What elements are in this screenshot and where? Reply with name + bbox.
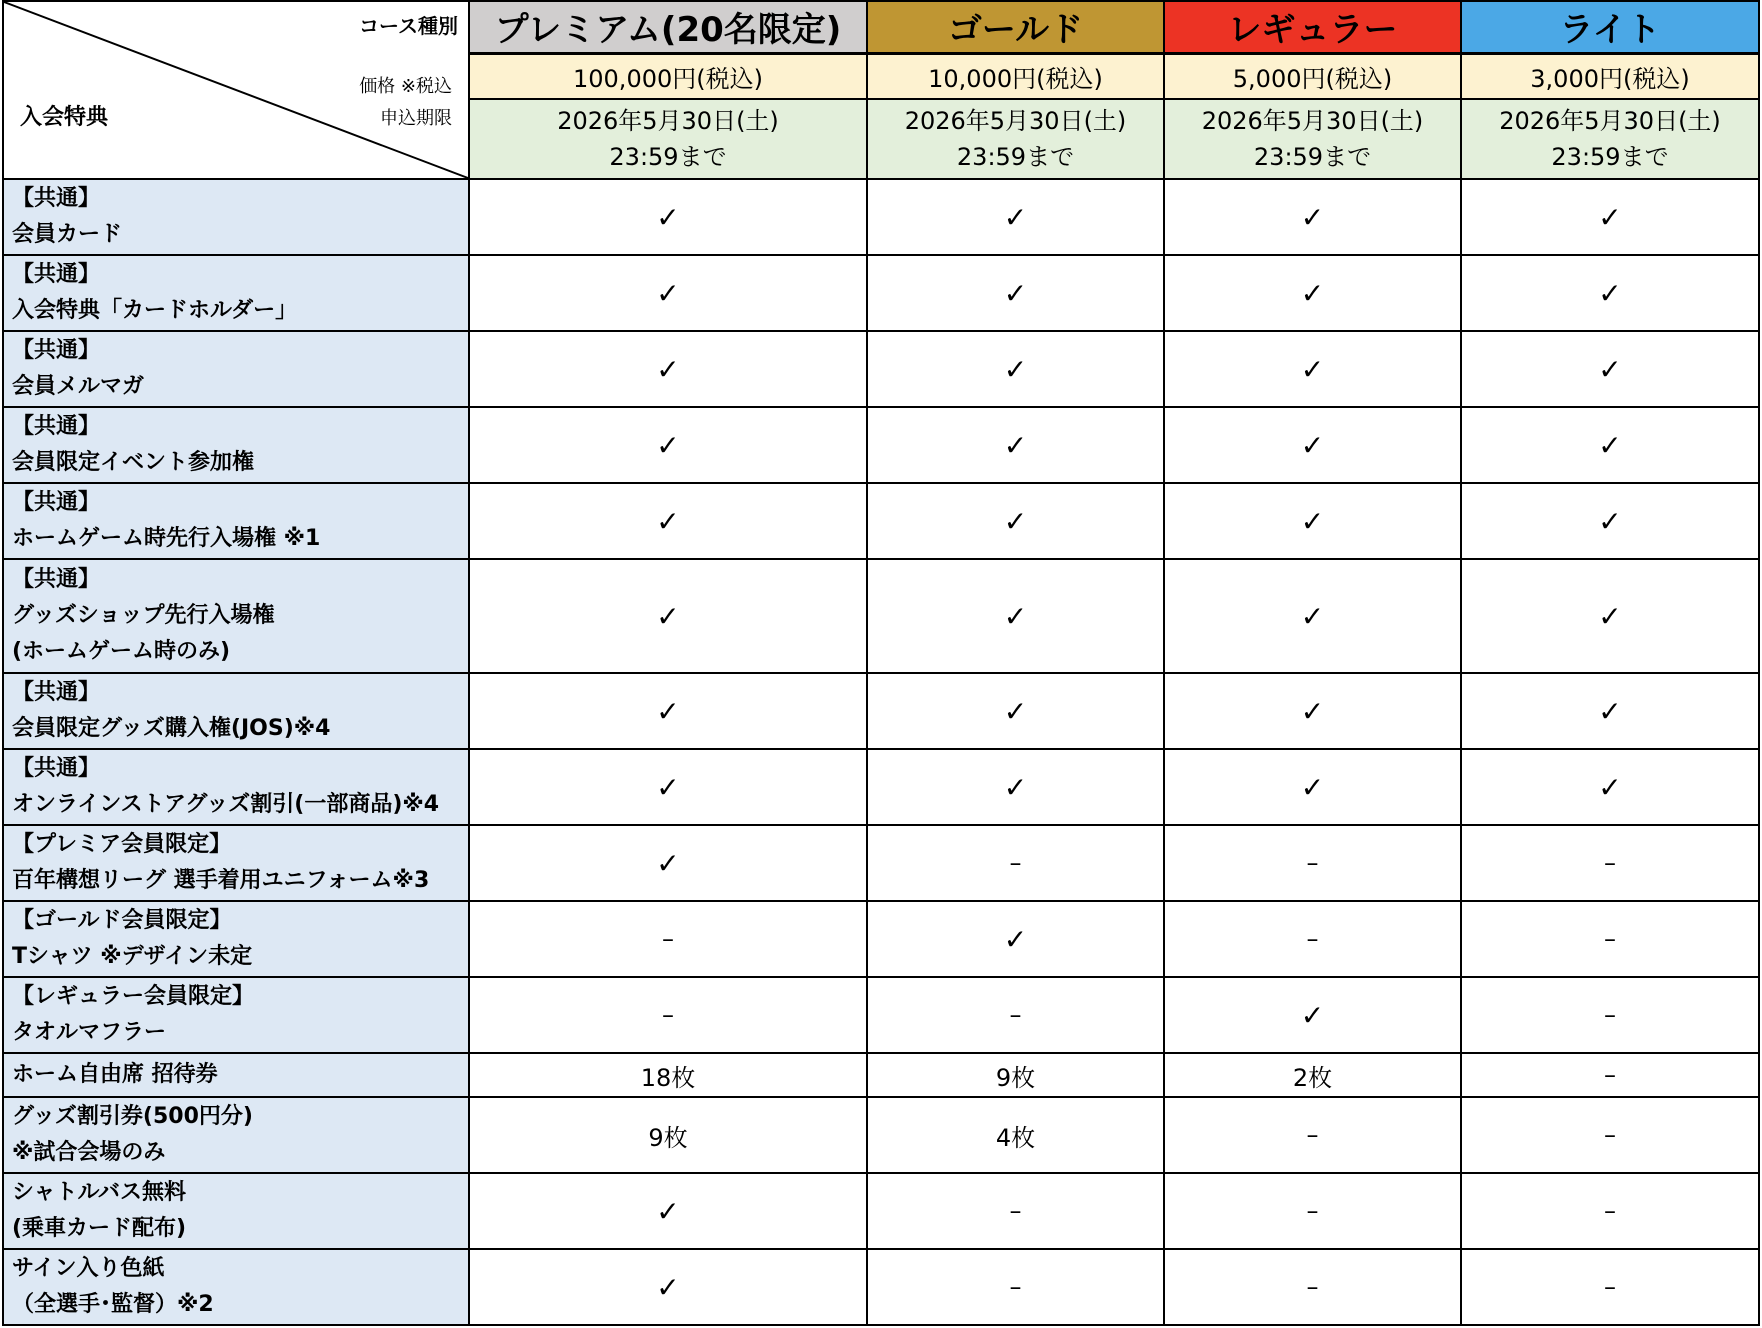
benefit-value: 9枚 [867, 1053, 1164, 1097]
benefit-name [3, 977, 469, 1053]
benefit-name [3, 825, 469, 901]
benefit-row [3, 483, 1759, 559]
benefit-row [3, 179, 1759, 255]
benefit-line: ホーム自由席 招待券 [12, 1062, 218, 1087]
dash-mark: – [1164, 901, 1461, 977]
deadline-time: 23:59まで [609, 143, 727, 171]
benefit-name [3, 1173, 469, 1249]
check-icon: ✓ [469, 749, 867, 825]
check-icon: ✓ [1164, 331, 1461, 407]
check-icon: ✓ [469, 559, 867, 673]
benefit-row [3, 407, 1759, 483]
check-icon: ✓ [867, 749, 1164, 825]
price-gold: 10,000円(税込) [867, 53, 1164, 99]
check-icon: ✓ [1164, 559, 1461, 673]
benefit-name [3, 179, 469, 255]
benefit-line: 【共通】 [12, 186, 101, 211]
check-icon: ✓ [1164, 673, 1461, 749]
check-icon: ✓ [1164, 749, 1461, 825]
benefit-row [3, 825, 1759, 901]
benefit-line: 会員限定イベント参加権 [12, 450, 255, 475]
check-icon: ✓ [469, 407, 867, 483]
dash-mark: – [1164, 1173, 1461, 1249]
check-icon: ✓ [1461, 559, 1759, 673]
benefit-line: 会員カード [12, 222, 123, 247]
benefit-row [3, 1053, 1759, 1097]
check-icon: ✓ [1164, 179, 1461, 255]
dash-mark: – [1461, 1097, 1759, 1173]
dash-mark: – [867, 1249, 1164, 1325]
course-gold: ゴールド [867, 1, 1164, 53]
benefit-line: （全選手･監督）※2 [12, 1292, 214, 1317]
check-icon: ✓ [469, 1249, 867, 1325]
dash-mark: – [469, 977, 867, 1053]
check-icon: ✓ [469, 673, 867, 749]
deadline-date: 2026年5月30日(土) [1499, 107, 1721, 135]
price-premium: 100,000円(税込) [469, 53, 867, 99]
dash-mark: – [1164, 1097, 1461, 1173]
benefit-line: 【プレミア会員限定】 [12, 832, 232, 857]
deadline-time: 23:59まで [1253, 143, 1372, 171]
check-icon: ✓ [867, 255, 1164, 331]
course-type-label: コース種別 [359, 14, 458, 38]
benefit-row [3, 901, 1759, 977]
dash-mark: – [1461, 1053, 1759, 1097]
benefit-row [3, 977, 1759, 1053]
benefit-row [3, 331, 1759, 407]
check-icon: ✓ [469, 1173, 867, 1249]
check-icon: ✓ [1461, 407, 1759, 483]
check-icon: ✓ [867, 673, 1164, 749]
benefit-name [3, 1097, 469, 1173]
dash-mark: – [1461, 1173, 1759, 1249]
benefit-row [3, 673, 1759, 749]
benefit-line: サイン入り色紙 [12, 1256, 165, 1281]
course-light: ライト [1461, 1, 1759, 53]
check-icon: ✓ [1461, 483, 1759, 559]
benefit-line: グッズ割引券(500円分) [12, 1104, 253, 1129]
check-icon: ✓ [867, 331, 1164, 407]
benefit-name [3, 749, 469, 825]
check-icon: ✓ [867, 407, 1164, 483]
check-icon: ✓ [1461, 179, 1759, 255]
corner-cell [3, 1, 469, 179]
check-icon: ✓ [469, 331, 867, 407]
benefit-line: 【共通】 [12, 567, 101, 592]
course-header-row [3, 1, 1759, 53]
check-icon: ✓ [1164, 977, 1461, 1053]
deadline-date: 2026年5月30日(土) [557, 107, 779, 135]
benefit-row [3, 749, 1759, 825]
check-icon: ✓ [1164, 255, 1461, 331]
course-premium: プレミアム(20名限定) [469, 1, 867, 53]
benefit-value: 18枚 [469, 1053, 867, 1097]
check-icon: ✓ [1164, 483, 1461, 559]
membership-comparison-table [2, 0, 1760, 1326]
benefit-line: 【共通】 [12, 490, 101, 515]
benefit-row [3, 1249, 1759, 1325]
dash-mark: – [469, 901, 867, 977]
check-icon: ✓ [867, 483, 1164, 559]
deadline-date: 2026年5月30日(土) [1201, 107, 1424, 135]
price-label: 価格 ※税込 [359, 76, 452, 97]
check-icon: ✓ [867, 559, 1164, 673]
benefit-name [3, 255, 469, 331]
benefit-line: 【共通】 [12, 756, 101, 781]
deadline-gold [867, 99, 1164, 179]
benefit-line: 【共通】 [12, 680, 101, 705]
check-icon: ✓ [1164, 407, 1461, 483]
check-icon: ✓ [469, 255, 867, 331]
benefit-line: 会員メルマガ [12, 374, 145, 399]
benefit-name [3, 483, 469, 559]
benefit-value: 2枚 [1164, 1053, 1461, 1097]
deadline-time: 23:59まで [956, 143, 1075, 171]
benefit-line: 【レギュラー会員限定】 [12, 984, 255, 1009]
dash-mark: – [867, 825, 1164, 901]
dash-mark: – [1461, 901, 1759, 977]
dash-mark: – [1164, 1249, 1461, 1325]
check-icon: ✓ [1461, 255, 1759, 331]
benefit-value: 9枚 [469, 1097, 867, 1173]
dash-mark: – [1461, 825, 1759, 901]
benefit-line: 【共通】 [12, 338, 101, 363]
dash-mark: – [1164, 825, 1461, 901]
benefit-line: ※試合会場のみ [12, 1140, 166, 1165]
benefit-name [3, 407, 469, 483]
check-icon: ✓ [469, 825, 867, 901]
benefit-line: オンラインストアグッズ割引(一部商品)※4 [12, 792, 440, 817]
course-regular: レギュラー [1164, 1, 1461, 53]
check-icon: ✓ [867, 901, 1164, 977]
benefit-line: タオルマフラー [12, 1020, 167, 1045]
deadline-regular [1164, 99, 1461, 179]
benefit-name [3, 331, 469, 407]
benefit-line: 【共通】 [12, 414, 101, 439]
benefit-line: 【共通】 [12, 262, 101, 287]
benefit-name [3, 1053, 469, 1097]
check-icon: ✓ [1461, 331, 1759, 407]
benefit-line: 入会特典「カードホルダー」 [12, 298, 298, 323]
dash-mark: – [1461, 977, 1759, 1053]
benefit-name [3, 1249, 469, 1325]
deadline-premium [469, 99, 867, 179]
dash-mark: – [867, 977, 1164, 1053]
check-icon: ✓ [1461, 749, 1759, 825]
benefit-row [3, 559, 1759, 673]
benefit-line: (ホームゲーム時のみ) [12, 639, 231, 664]
benefit-line: 【ゴールド会員限定】 [12, 908, 232, 933]
benefit-line: (乗車カード配布) [12, 1216, 187, 1241]
benefit-name [3, 901, 469, 977]
benefit-line: ホームゲーム時先行入場権 ※1 [12, 526, 321, 551]
benefit-value: 4枚 [867, 1097, 1164, 1173]
dash-mark: – [1461, 1249, 1759, 1325]
deadline-date: 2026年5月30日(土) [904, 107, 1127, 135]
price-light: 3,000円(税込) [1461, 53, 1759, 99]
dash-mark: – [867, 1173, 1164, 1249]
benefit-line: シャトルバス無料 [12, 1180, 187, 1205]
check-icon: ✓ [469, 483, 867, 559]
check-icon: ✓ [1461, 673, 1759, 749]
check-icon: ✓ [469, 179, 867, 255]
benefit-line: 百年構想リーグ 選手着用ユニフォーム※3 [12, 868, 430, 893]
benefit-row [3, 1097, 1759, 1173]
benefit-line: グッズショップ先行入場権 [12, 603, 275, 628]
price-regular: 5,000円(税込) [1164, 53, 1461, 99]
deadline-label: 申込期限 [380, 108, 452, 129]
benefit-line: Tシャツ ※デザイン未定 [12, 944, 253, 969]
benefit-name [3, 559, 469, 673]
check-icon: ✓ [867, 179, 1164, 255]
deadline-time: 23:59まで [1551, 143, 1669, 171]
benefit-name [3, 673, 469, 749]
deadline-light [1461, 99, 1759, 179]
benefit-label: 入会特典 [20, 105, 109, 130]
benefit-row [3, 1173, 1759, 1249]
benefit-row [3, 255, 1759, 331]
benefit-line: 会員限定グッズ購入権(JOS)※4 [12, 716, 331, 741]
